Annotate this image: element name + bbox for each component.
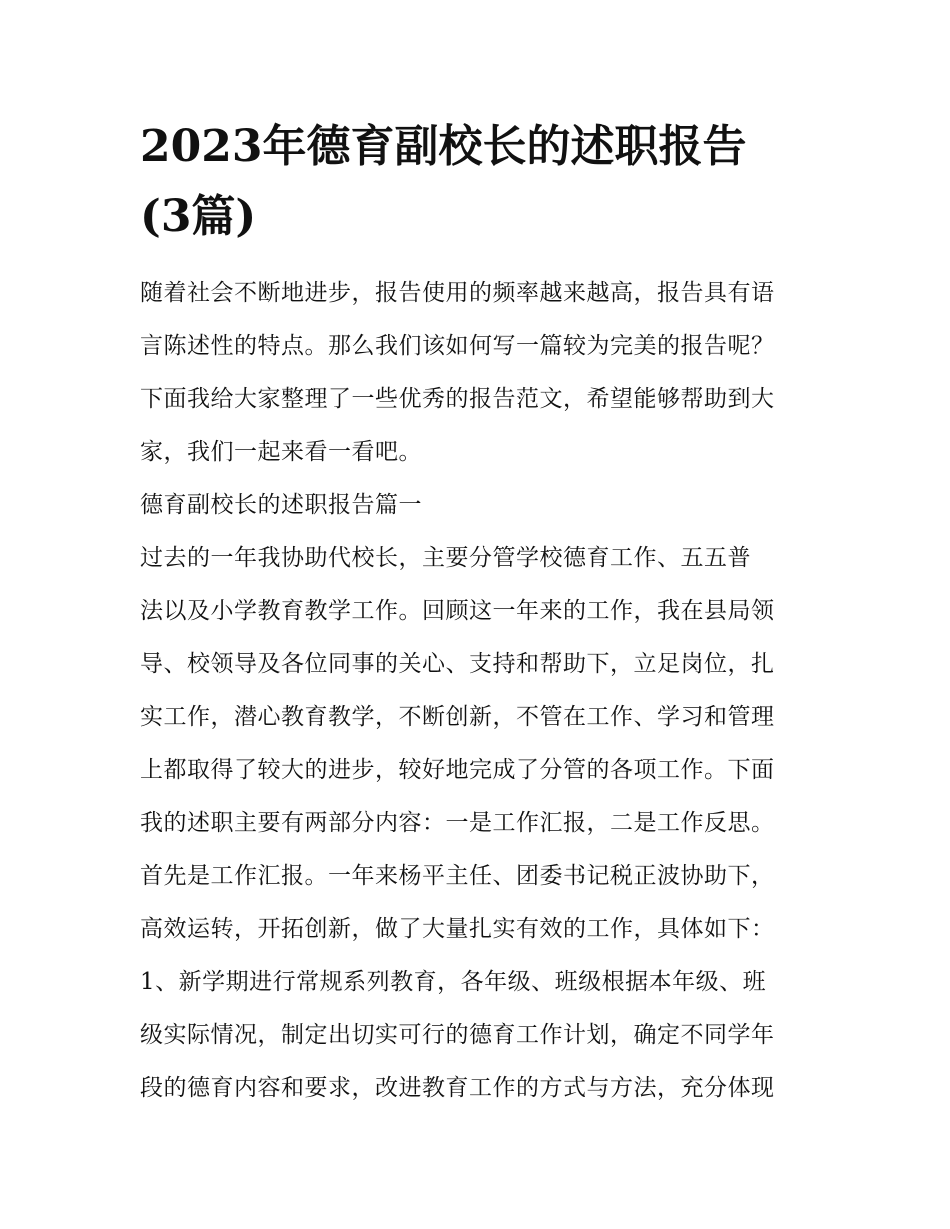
body-line: 段的德育内容和要求，改进教育工作的方式与方法，充分体现 [140, 1075, 775, 1101]
body-line: 1、新学期进行常规系列教育，各年级、班级根据本年级、班 [140, 969, 767, 995]
title-line-2: (3篇) [140, 191, 257, 242]
document-title [140, 112, 815, 252]
body-line: 级实际情况，制定出切实可行的德育工作计划，确定不同学年 [140, 1022, 775, 1048]
body-line: 言陈述性的特点。那么我们该如何写一篇较为完美的报告呢？ [140, 333, 775, 359]
body-line: 家，我们一起来看一看吧。 [140, 439, 422, 465]
body-line: 法以及小学教育教学工作。回顾这一年来的工作，我在县局领 [140, 598, 775, 624]
body-line: 实工作，潜心教育教学，不断创新，不管在工作、学习和管理 [140, 704, 775, 730]
body-line: 我的述职主要有两部分内容：一是工作汇报，二是工作反思。 [140, 810, 775, 836]
body-line: 导、校领导及各位同事的关心、支持和帮助下，立足岗位，扎 [140, 651, 775, 677]
body-line: 首先是工作汇报。一年来杨平主任、团委书记税正波协助下， [140, 863, 775, 889]
body-line: 下面我给大家整理了一些优秀的报告范文，希望能够帮助到大 [140, 386, 775, 412]
document-page [140, 112, 815, 1115]
document-body [140, 267, 815, 1115]
body-line: 随着社会不断地进步，报告使用的频率越来越高，报告具有语 [140, 280, 775, 306]
section-heading: 德育副校长的述职报告篇一 [140, 492, 422, 518]
title-line-1: 2023年德育副校长的述职报告 [140, 121, 747, 172]
body-line: 高效运转，开拓创新，做了大量扎实有效的工作，具体如下： [140, 916, 775, 942]
body-line: 过去的一年我协助代校长，主要分管学校德育工作、五五普 [140, 545, 751, 571]
body-line: 上都取得了较大的进步，较好地完成了分管的各项工作。下面 [140, 757, 775, 783]
